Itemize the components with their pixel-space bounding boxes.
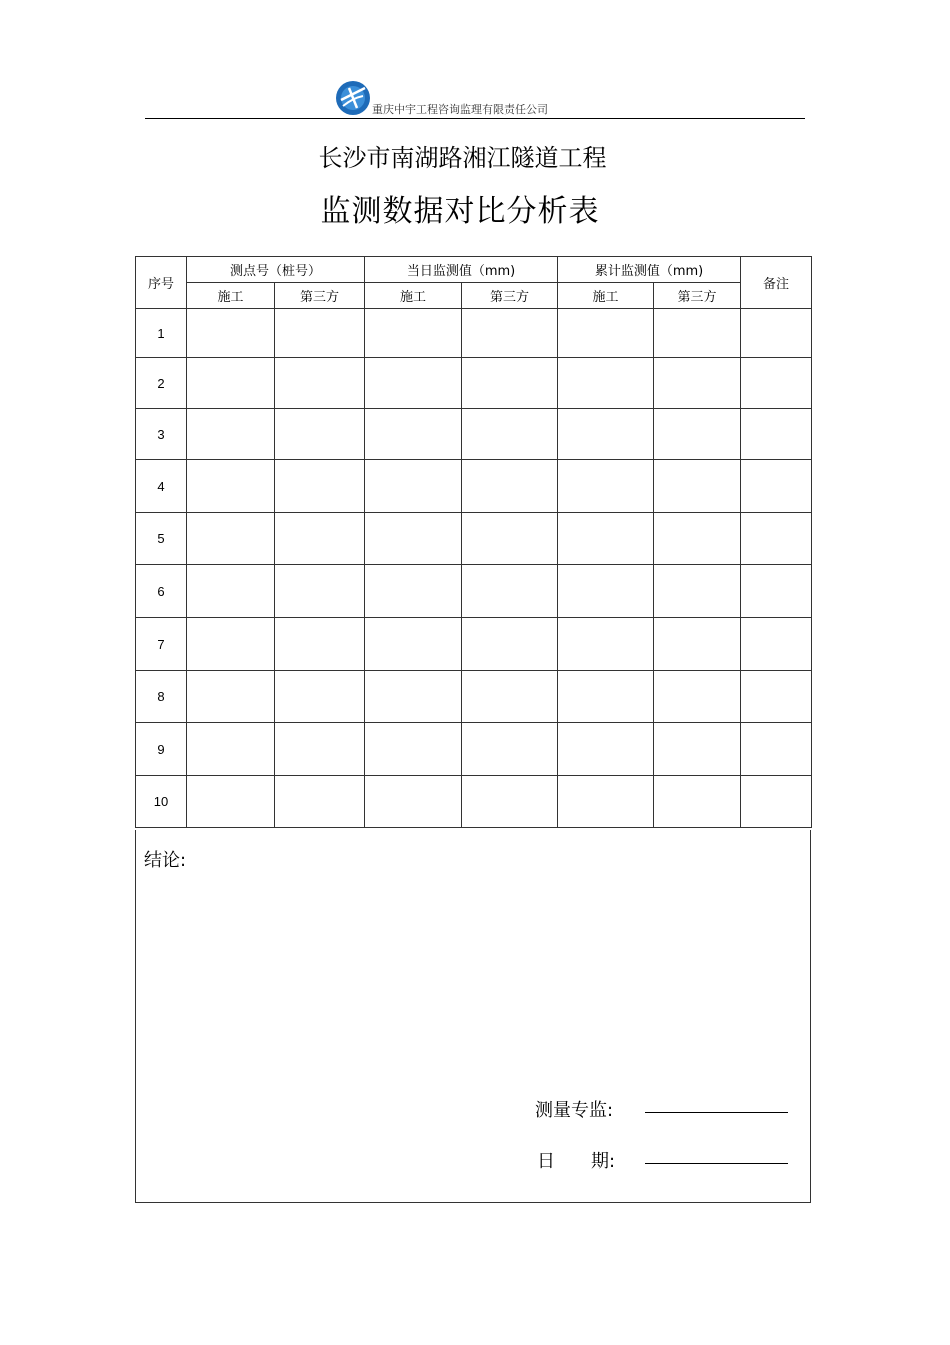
row-number: 9 (136, 723, 187, 776)
remarks-cell[interactable] (741, 723, 812, 776)
data-cell[interactable] (558, 409, 654, 460)
data-cell[interactable] (187, 565, 275, 618)
sub-header-third-party: 第三方 (275, 283, 365, 309)
data-cell[interactable] (275, 513, 365, 565)
data-cell[interactable] (275, 565, 365, 618)
data-table (135, 256, 812, 828)
remarks-cell[interactable] (741, 513, 812, 565)
data-cell[interactable] (187, 776, 275, 828)
company-logo-icon (335, 80, 371, 116)
cumulative-value-header: 累计监测值（mm) (558, 257, 741, 283)
remarks-cell[interactable] (741, 565, 812, 618)
data-cell[interactable] (654, 513, 741, 565)
data-cell[interactable] (187, 409, 275, 460)
data-cell[interactable] (462, 671, 558, 723)
table-row (136, 358, 812, 409)
data-cell[interactable] (462, 460, 558, 513)
date-field[interactable] (645, 1163, 788, 1164)
data-cell[interactable] (365, 723, 462, 776)
data-cell[interactable] (558, 565, 654, 618)
data-cell[interactable] (462, 618, 558, 671)
form-title: 监测数据对比分析表 (320, 194, 600, 229)
data-cell[interactable] (654, 565, 741, 618)
data-cell[interactable] (275, 671, 365, 723)
data-cell[interactable] (654, 776, 741, 828)
data-cell[interactable] (365, 671, 462, 723)
remarks-cell[interactable] (741, 358, 812, 409)
remarks-cell[interactable] (741, 309, 812, 358)
data-cell[interactable] (365, 409, 462, 460)
table-row (136, 671, 812, 723)
remarks-cell[interactable] (741, 776, 812, 828)
data-cell[interactable] (275, 358, 365, 409)
data-cell[interactable] (365, 776, 462, 828)
data-cell[interactable] (462, 723, 558, 776)
data-cell[interactable] (187, 723, 275, 776)
sub-header-construction: 施工 (558, 283, 654, 309)
remarks-cell[interactable] (741, 618, 812, 671)
conclusion-box (135, 830, 811, 1203)
table-row (136, 513, 812, 565)
row-number: 5 (136, 513, 187, 565)
table-row (136, 618, 812, 671)
data-cell[interactable] (654, 309, 741, 358)
sub-header-construction: 施工 (187, 283, 275, 309)
data-cell[interactable] (187, 460, 275, 513)
row-number: 7 (136, 618, 187, 671)
data-cell[interactable] (187, 513, 275, 565)
sub-header-third-party: 第三方 (654, 283, 741, 309)
table-row (136, 776, 812, 828)
data-cell[interactable] (654, 460, 741, 513)
table-row (136, 460, 812, 513)
seq-header: 序号 (136, 257, 187, 309)
conclusion-label: 结论: (144, 850, 187, 871)
table-row (136, 565, 812, 618)
data-cell[interactable] (187, 358, 275, 409)
data-cell[interactable] (365, 358, 462, 409)
data-cell[interactable] (365, 513, 462, 565)
data-cell[interactable] (275, 409, 365, 460)
data-cell[interactable] (558, 776, 654, 828)
data-cell[interactable] (365, 309, 462, 358)
data-cell[interactable] (654, 409, 741, 460)
data-cell[interactable] (365, 618, 462, 671)
data-cell[interactable] (558, 618, 654, 671)
data-cell[interactable] (462, 309, 558, 358)
table-row (136, 723, 812, 776)
data-cell[interactable] (462, 409, 558, 460)
row-number: 8 (136, 671, 187, 723)
data-cell[interactable] (462, 358, 558, 409)
remarks-header: 备注 (741, 257, 812, 309)
data-cell[interactable] (275, 309, 365, 358)
row-number: 10 (136, 776, 187, 828)
data-cell[interactable] (275, 776, 365, 828)
data-cell[interactable] (654, 618, 741, 671)
data-cell[interactable] (654, 723, 741, 776)
table-row (136, 309, 812, 358)
data-cell[interactable] (654, 671, 741, 723)
data-cell[interactable] (558, 513, 654, 565)
data-cell[interactable] (558, 723, 654, 776)
data-cell[interactable] (365, 460, 462, 513)
data-cell[interactable] (187, 671, 275, 723)
data-cell[interactable] (275, 723, 365, 776)
sub-header-third-party: 第三方 (462, 283, 558, 309)
company-name: 重庆中宇工程咨询监理有限责任公司 (372, 103, 548, 116)
date-label: 日 期: (537, 1151, 616, 1172)
data-cell[interactable] (187, 618, 275, 671)
remarks-cell[interactable] (741, 460, 812, 513)
data-cell[interactable] (558, 309, 654, 358)
data-cell[interactable] (365, 565, 462, 618)
data-cell[interactable] (558, 671, 654, 723)
remarks-cell[interactable] (741, 409, 812, 460)
data-cell[interactable] (462, 776, 558, 828)
data-cell[interactable] (558, 460, 654, 513)
row-number: 1 (136, 309, 187, 358)
surveyor-signature-field[interactable] (645, 1112, 788, 1113)
data-cell[interactable] (462, 513, 558, 565)
table-row (136, 409, 812, 460)
data-cell[interactable] (654, 358, 741, 409)
data-cell[interactable] (462, 565, 558, 618)
remarks-cell[interactable] (741, 671, 812, 723)
sub-header-construction: 施工 (365, 283, 462, 309)
row-number: 3 (136, 409, 187, 460)
row-number: 2 (136, 358, 187, 409)
point-number-header: 测点号（桩号） (187, 257, 365, 283)
data-cell[interactable] (275, 618, 365, 671)
daily-value-header: 当日监测值（mm) (365, 257, 558, 283)
data-cell[interactable] (558, 358, 654, 409)
project-title: 长沙市南湖路湘江隧道工程 (318, 144, 607, 172)
data-cell[interactable] (187, 309, 275, 358)
surveyor-label: 测量专监: (535, 1100, 614, 1121)
data-cell[interactable] (275, 460, 365, 513)
row-number: 4 (136, 460, 187, 513)
row-number: 6 (136, 565, 187, 618)
